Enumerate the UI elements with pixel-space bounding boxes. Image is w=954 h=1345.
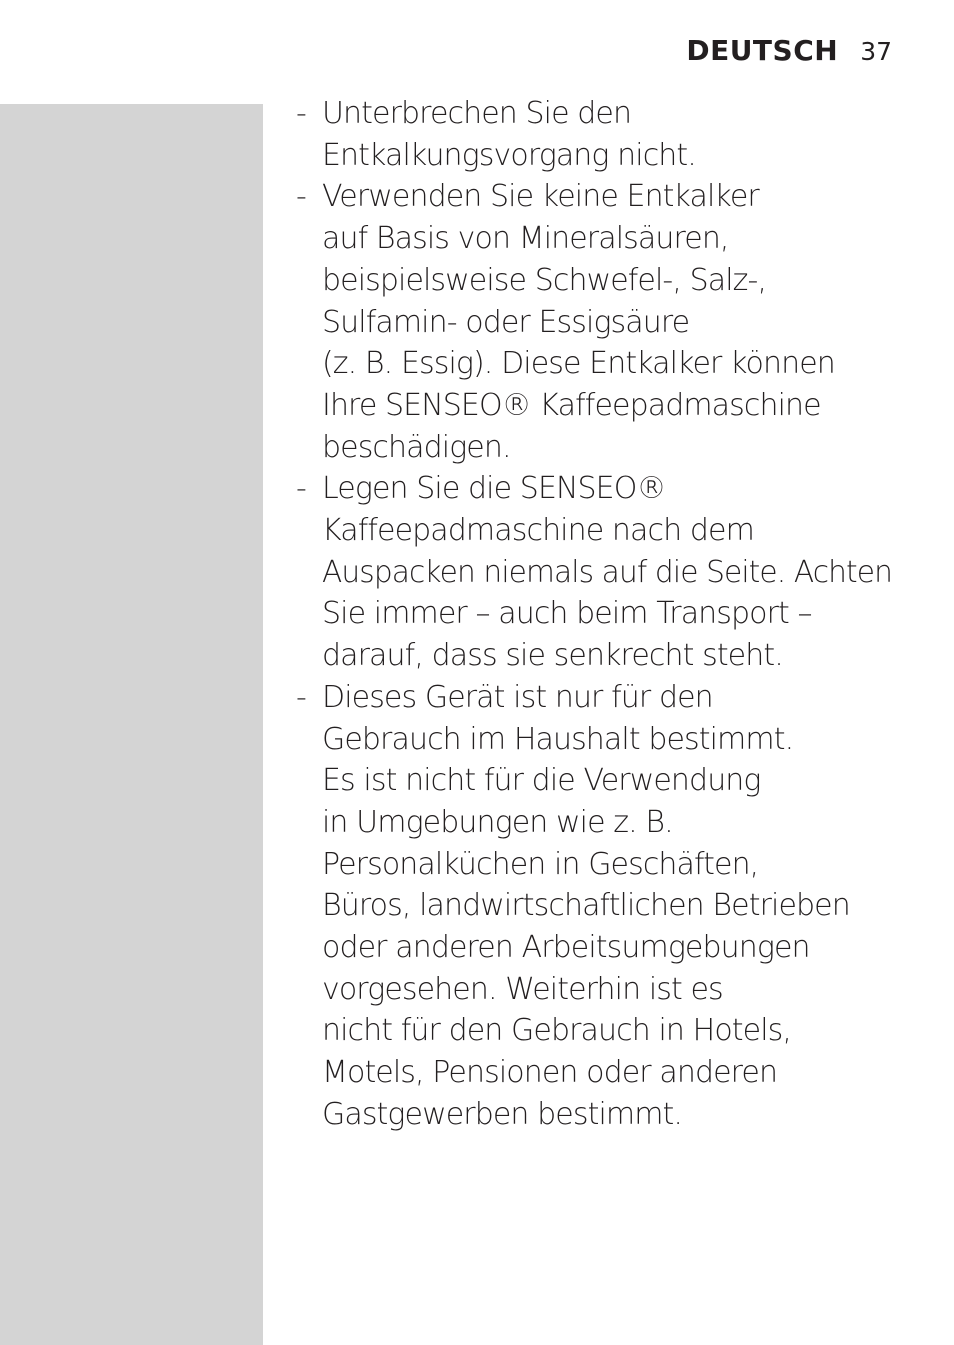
text-line: Dieses Gerät ist nur für den [322, 679, 713, 715]
text-line: Unterbrechen Sie den [322, 96, 632, 131]
text-line: in Umgebungen wie z. B. [322, 804, 673, 840]
page-number: 37 [860, 37, 892, 66]
section-title: DEUTSCH [686, 34, 839, 67]
instruction-list [292, 93, 892, 1136]
text-line: Sie immer – auch beim Transport – [322, 596, 812, 632]
text-line: oder anderen Arbeitsumgebungen [322, 930, 810, 966]
text-line: Entkalkungsvorgang nicht. [322, 137, 696, 173]
text-line: beispielsweise Schwefel-, Salz-, [322, 262, 767, 298]
text-line: auf Basis von Mineralsäuren, [322, 221, 729, 257]
list-item-4 [292, 677, 892, 1136]
bullet-dash: - [296, 471, 306, 507]
text-line: Legen Sie die SENSEO® [322, 471, 666, 507]
text-line: (z. B. Essig). Diese Entkalker können [322, 346, 835, 382]
bullet-dash: - [296, 679, 306, 715]
list-item-3 [292, 468, 892, 677]
text-line: Gastgewerben bestimmt. [322, 1096, 683, 1132]
list-item-2 [292, 176, 892, 468]
text-line: nicht für den Gebrauch in Hotels, [322, 1013, 791, 1049]
bullet-dash: - [296, 179, 306, 215]
text-line: Auspacken niemals auf die Seite. Achten [322, 554, 892, 590]
text-line: Es ist nicht für die Verwendung [322, 763, 761, 799]
text-line: Sulfamin- oder Essigsäure [322, 304, 690, 340]
text-line: Büros, landwirtschaftlichen Betrieben [322, 888, 850, 924]
text-line: Verwenden Sie keine Entkalker [322, 179, 759, 215]
bullet-dash: - [296, 96, 306, 131]
text-line: darauf, dass sie senkrecht steht. [322, 638, 783, 674]
page-header [686, 34, 892, 74]
text-line: beschädigen. [322, 429, 511, 465]
text-line: Kaffeepadmaschine nach dem [322, 513, 754, 549]
list-item-1 [292, 93, 892, 176]
text-line: Gebrauch im Haushalt bestimmt. [322, 721, 794, 757]
text-line: Motels, Pensionen oder anderen [322, 1055, 778, 1091]
text-line: Ihre SENSEO® Kaffeepadmaschine [322, 387, 821, 423]
text-line: vorgesehen. Weiterhin ist es [322, 971, 723, 1007]
sidebar-panel [0, 104, 263, 1345]
text-line: Personalküchen in Geschäften, [322, 846, 759, 882]
